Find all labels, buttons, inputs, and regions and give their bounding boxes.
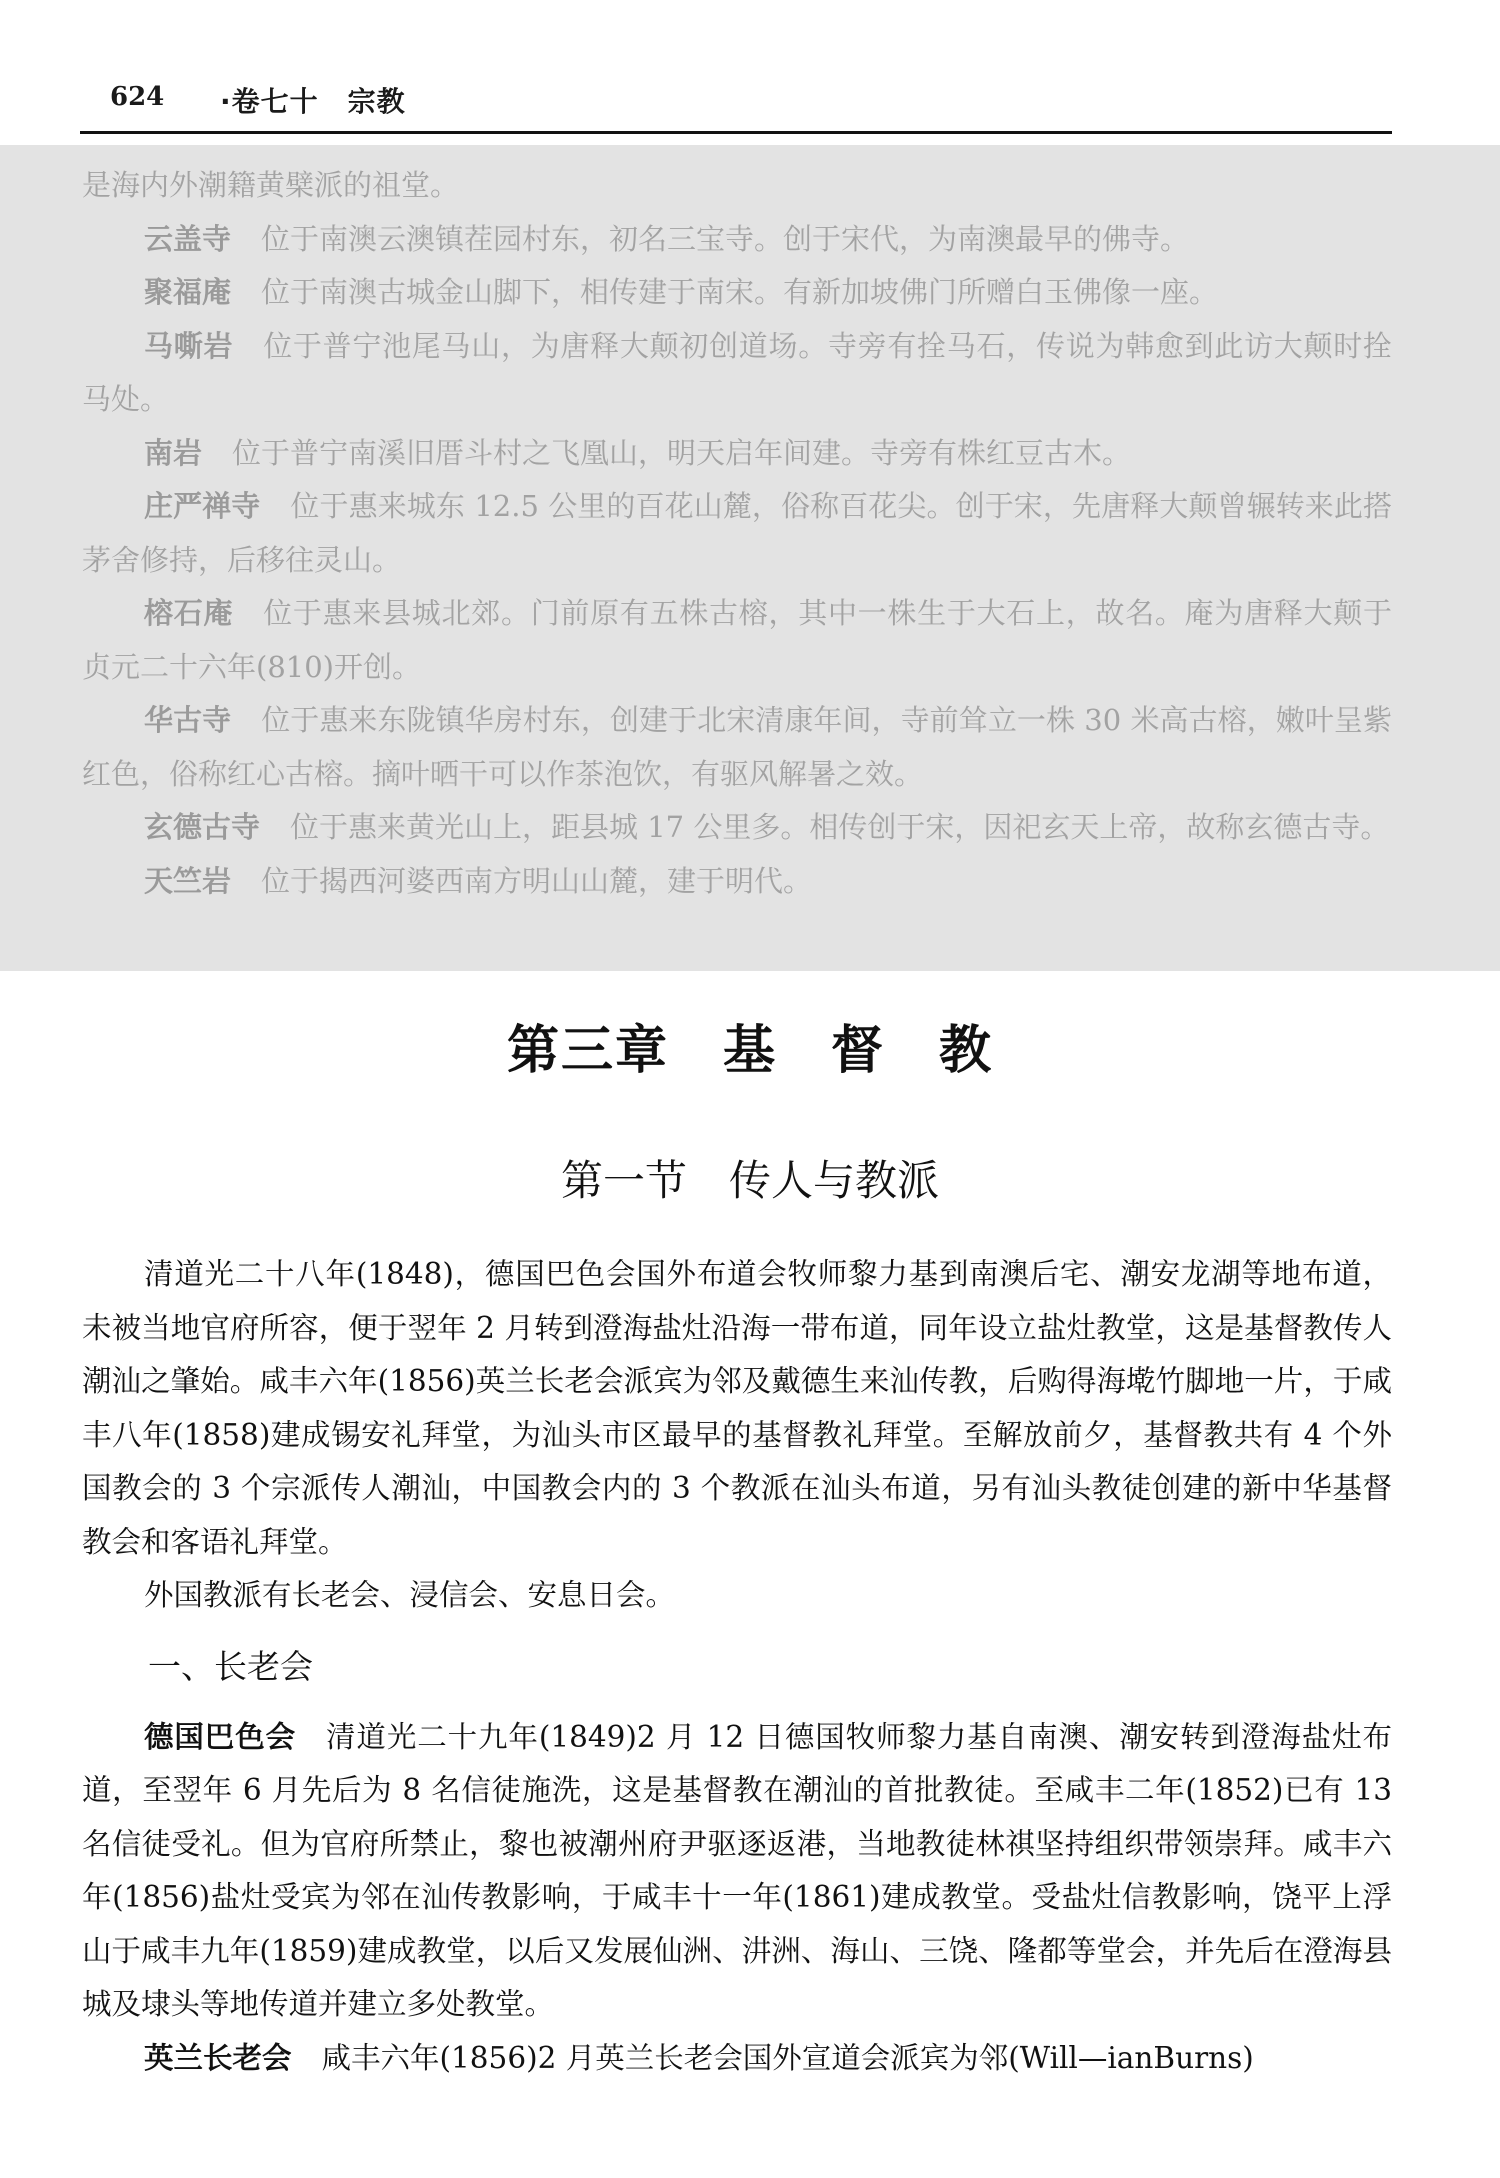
church-description: 咸丰六年(1856)2 月英兰长老会国外宣道会派宾为邻(Will—ianBurns) — [321, 2040, 1254, 2075]
temple-entry — [82, 694, 1392, 801]
temple-name: 南岩 — [144, 435, 203, 470]
temple-entry — [82, 801, 1392, 855]
temple-description: 位于普宁南溪旧厝斗村之飞凰山，明天启年间建。寺旁有株红豆古木。 — [232, 435, 1132, 470]
temple-entry — [82, 320, 1392, 427]
church-description: 清道光二十九年(1849)2 月 12 日德国牧师黎力基自南澳、潮安转到澄海盐灶布道，至翌年 6 月先后为 8 名信徒施洗，这是基督教在潮汕的首批教徒。至咸丰二年(1852)已有 13 名信徒受礼。但为官府所禁止，黎也被潮州府尹驱逐返港，当地教徒林祺坚持组织带领崇拜。咸丰六年(1856)盐灶受宾为邻在汕传教影响，于咸丰十一年(1861)建成教堂。受盐灶信教影响，饶平上浮山于咸丰九年(1859)建成教堂，以后又发展仙洲、汫洲、海山、三饶、隆都等堂会，并先后在澄海县城及埭头等地传道并建立多处教堂。 — [82, 1719, 1392, 2021]
temple-description: 位于惠来东陇镇华房村东，创建于北宋清康年间，寺前耸立一株 30 米高古榕，嫩叶呈紫红色，俗称红心古榕。摘叶晒干可以作茶泡饮，有驱风解暑之效。 — [82, 703, 1392, 791]
temple-description: 位于南澳古城金山脚下，相传建于南宋。有新加坡佛门所赠白玉佛像一座。 — [261, 275, 1219, 309]
temple-description: 位于惠来黄光山上，距县城 17 公里多。相传创于宋，因祀玄天上帝，故称玄德古寺。 — [290, 810, 1390, 844]
temple-entry — [82, 266, 1392, 320]
section-title: 第一节 传人与教派 — [560, 1156, 939, 1205]
chapter-title: 第三章 基 督 教 — [506, 1021, 993, 1081]
temple-name: 马嘶岩 — [144, 328, 234, 363]
shaded-text — [82, 159, 1392, 908]
temple-entry — [82, 587, 1392, 694]
temple-name: 榕石庵 — [144, 596, 234, 630]
temple-name: 聚福庵 — [144, 275, 232, 309]
church-name: 英兰长老会 — [144, 2040, 292, 2075]
temple-entry — [82, 213, 1392, 267]
running-head: ·卷七十 宗教 — [220, 85, 406, 118]
temple-description: 位于惠来城东 12.5 公里的百花山麓，俗称百花尖。创于宋，先唐释大颠曾辗转来此搭茅舍修持，后移往灵山。 — [82, 489, 1392, 577]
shaded-region — [0, 145, 1500, 971]
church-name: 德国巴色会 — [144, 1719, 297, 1754]
temple-entry — [82, 480, 1392, 587]
page-header — [80, 78, 1392, 130]
church-entry — [82, 2032, 1392, 2086]
header-rule — [80, 131, 1392, 134]
temple-name: 玄德古寺 — [144, 810, 261, 844]
shaded-lead: 是海内外潮籍黄檗派的祖堂。 — [82, 168, 460, 202]
temple-name: 庄严禅寺 — [144, 489, 261, 523]
temple-entry — [82, 427, 1392, 481]
subheading: 一、长老会 — [148, 1646, 313, 1686]
temple-name: 华古寺 — [144, 703, 232, 737]
body-paragraph: 清道光二十八年(1848)，德国巴色会国外布道会牧师黎力基到南澳后宅、潮安龙湖等地布道，未被当地官府所容，便于翌年 2 月转到澄海盐灶沿海一带布道，同年设立盐灶教堂，这是基督教传人潮汕之肇始。咸丰六年(1856)英兰长老会派宾为邻及戴德生来汕传教，后购得海墘竹脚地一片，于咸丰八年(1858)建成锡安礼拜堂，为汕头市区最早的基督教礼拜堂。至解放前夕，基督教共有 4 个外国教会的 3 个宗派传人潮汕，中国教会内的 3 个教派在汕头布道，另有汕头教徒创建的新中华基督教会和客语礼拜堂。 — [82, 1257, 1392, 1559]
temple-entry — [82, 855, 1392, 909]
church-entry — [82, 1711, 1392, 2032]
temple-description: 位于揭西河婆西南方明山山麓，建于明代。 — [261, 863, 813, 898]
temple-name: 云盖寺 — [144, 221, 232, 256]
body-text — [82, 1248, 1392, 2085]
temple-description: 位于普宁池尾马山，为唐释大颠初创道场。寺旁有拴马石，传说为韩愈到此访大颠时拴马处。 — [82, 328, 1392, 416]
page-number: 624 — [110, 82, 165, 112]
temple-description: 位于惠来县城北郊。门前原有五株古榕，其中一株生于大石上，故名。庵为唐释大颠于贞元二十六年(810)开创。 — [82, 596, 1392, 684]
temple-description: 位于南澳云澳镇茬园村东，初名三宝寺。创于宋代，为南澳最早的佛寺。 — [261, 221, 1190, 256]
body-paragraph: 外国教派有长老会、浸信会、安息日会。 — [144, 1578, 676, 1612]
temple-name: 天竺岩 — [144, 863, 232, 898]
